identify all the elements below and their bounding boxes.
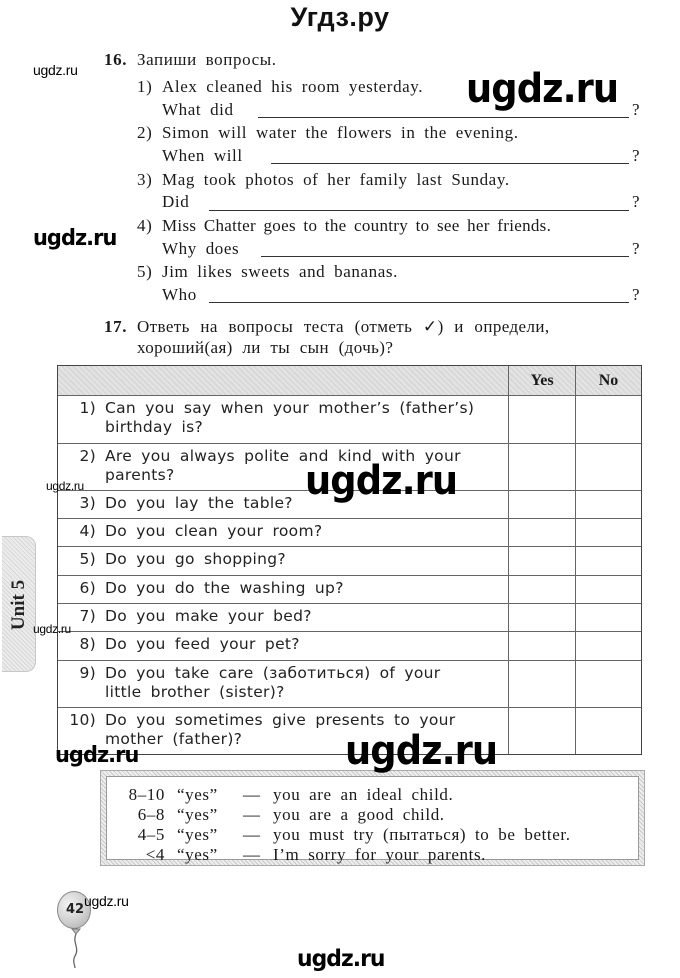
yes-checkbox-cell[interactable]: [508, 491, 575, 518]
row-number: 5): [79, 550, 96, 568]
item-number: 2): [137, 123, 153, 142]
score-range: 4–5: [137, 825, 165, 844]
item-number: 4): [137, 216, 153, 235]
score-text: I’m sorry for your parents.: [273, 845, 487, 864]
score-yes: “yes”: [177, 805, 218, 824]
watermark: ugdz.ru: [297, 946, 385, 972]
score-row: [107, 805, 638, 825]
item-number: 3): [137, 170, 153, 189]
item-prompt: Did: [162, 192, 190, 211]
row-question: Do you do the washing up?: [105, 579, 344, 597]
no-checkbox-cell[interactable]: [575, 632, 641, 660]
row-question: Do you feed your pet?: [105, 635, 300, 653]
item-sentence: Alex cleaned his room yesterday.: [162, 77, 424, 96]
row-question: Do you sometimes give presents to your mother (father)?: [105, 711, 456, 748]
table-header: [58, 366, 641, 395]
no-checkbox-cell[interactable]: [575, 444, 641, 490]
item-prompt: Who: [162, 285, 197, 304]
row-question: Do you clean your room?: [105, 522, 323, 540]
unit-side-tab: [2, 536, 36, 672]
table-row: [58, 395, 641, 443]
unit-label: Unit 5: [8, 579, 29, 631]
no-checkbox-cell[interactable]: [575, 547, 641, 575]
watermark: ugdz.ru: [33, 622, 71, 636]
watermark: ugdz.ru: [55, 743, 139, 768]
no-checkbox-cell[interactable]: [575, 396, 641, 443]
no-checkbox-cell[interactable]: [575, 519, 641, 546]
item-number: 1): [137, 77, 153, 96]
page-number: 42: [65, 902, 85, 917]
table-row: [58, 518, 641, 546]
row-number: 3): [79, 494, 96, 512]
row-number: 1): [79, 399, 96, 417]
table-row: [58, 603, 641, 631]
row-question: Can you say when your mother’s (father’s) birthday is?: [105, 399, 475, 436]
no-checkbox-cell[interactable]: [575, 491, 641, 518]
header-yes: Yes: [508, 366, 575, 395]
item-number: 5): [137, 262, 153, 281]
score-text: you must try (пытаться) to be better.: [273, 825, 571, 844]
answer-line[interactable]: [209, 210, 629, 211]
item-prompt: When will: [162, 146, 243, 165]
yes-checkbox-cell[interactable]: [508, 576, 575, 603]
score-text: you are a good child.: [273, 805, 445, 824]
question-mark: ?: [632, 239, 641, 258]
score-row: [107, 845, 638, 865]
row-number: 10): [69, 711, 96, 729]
score-yes: “yes”: [177, 785, 218, 804]
watermark: ugdz.ru: [466, 66, 619, 112]
header-no: No: [575, 366, 641, 395]
exercise-number: 17.: [104, 317, 128, 336]
answer-line[interactable]: [261, 256, 629, 257]
table-row: [58, 631, 641, 660]
row-question: Are you always polite and kind with your parents?: [105, 447, 461, 484]
score-row: [107, 785, 638, 805]
table-row: [58, 660, 641, 707]
question-mark: ?: [632, 192, 641, 211]
row-number: 2): [79, 447, 96, 465]
question-mark: ?: [632, 100, 641, 119]
answer-line[interactable]: [271, 163, 629, 164]
score-dash: —: [243, 785, 261, 804]
score-row: [107, 825, 638, 845]
exercise-instruction: Запиши вопросы.: [137, 50, 277, 69]
row-number: 4): [79, 522, 96, 540]
item-prompt: What did: [162, 100, 234, 119]
exercise-instruction-cont: хороший(ая) ли ты сын (дочь)?: [137, 338, 394, 357]
watermark: ugdz.ru: [84, 893, 129, 909]
question-mark: ?: [632, 146, 641, 165]
answer-line[interactable]: [258, 117, 629, 118]
no-checkbox-cell[interactable]: [575, 708, 641, 754]
row-question: Do you go shopping?: [105, 550, 286, 568]
score-range: 6–8: [137, 805, 165, 824]
answer-line[interactable]: [209, 302, 629, 303]
watermark: ugdz.ru: [33, 62, 78, 78]
score-text: you are an ideal child.: [273, 785, 454, 804]
item-prompt: Why does: [162, 239, 240, 258]
row-number: 6): [79, 579, 96, 597]
header-question: [58, 366, 508, 395]
item-sentence: Mag took photos of her family last Sunday.: [162, 170, 510, 189]
yes-checkbox-cell[interactable]: [508, 661, 575, 707]
table-row: [58, 575, 641, 603]
row-number: 7): [79, 607, 96, 625]
score-dash: —: [243, 825, 261, 844]
score-yes: “yes”: [177, 825, 218, 844]
no-checkbox-cell[interactable]: [575, 661, 641, 707]
row-question: Do you lay the table?: [105, 494, 293, 512]
no-checkbox-cell[interactable]: [575, 576, 641, 603]
yes-checkbox-cell[interactable]: [508, 604, 575, 631]
yes-checkbox-cell[interactable]: [508, 519, 575, 546]
watermark: ugdz.ru: [46, 479, 84, 493]
row-question: Do you take care (заботиться) of your little brother (sister)?: [105, 664, 441, 701]
exercise-instruction: Ответь на вопросы теста (отметь ✓) и определи,: [137, 317, 550, 336]
table-row: [58, 546, 641, 575]
score-range: 8–10: [128, 785, 165, 804]
watermark: ugdz.ru: [305, 458, 458, 504]
score-dash: —: [243, 845, 261, 864]
yes-checkbox-cell[interactable]: [508, 444, 575, 490]
yes-checkbox-cell[interactable]: [508, 708, 575, 754]
scoring-box: [100, 770, 645, 866]
watermark: ugdz.ru: [345, 728, 498, 774]
no-checkbox-cell[interactable]: [575, 604, 641, 631]
item-sentence: Jim likes sweets and bananas.: [162, 262, 398, 281]
question-mark: ?: [632, 285, 641, 304]
item-sentence: Simon will water the flowers in the evening.: [162, 123, 519, 142]
site-title: Угдз.ру: [290, 2, 390, 32]
score-range: <4: [145, 845, 165, 864]
watermark: ugdz.ru: [33, 226, 117, 251]
exercise-number: 16.: [104, 50, 128, 69]
score-yes: “yes”: [177, 845, 218, 864]
row-question: Do you make your bed?: [105, 607, 312, 625]
item-sentence: Miss Chatter goes to the country to see her friends.: [162, 216, 552, 235]
yes-checkbox-cell[interactable]: [508, 547, 575, 575]
balloon-string-icon: [66, 928, 86, 968]
yes-checkbox-cell[interactable]: [508, 632, 575, 660]
row-number: 8): [79, 635, 96, 653]
row-number: 9): [79, 664, 96, 682]
yes-checkbox-cell[interactable]: [508, 396, 575, 443]
score-dash: —: [243, 805, 261, 824]
quiz-table: [57, 365, 642, 755]
